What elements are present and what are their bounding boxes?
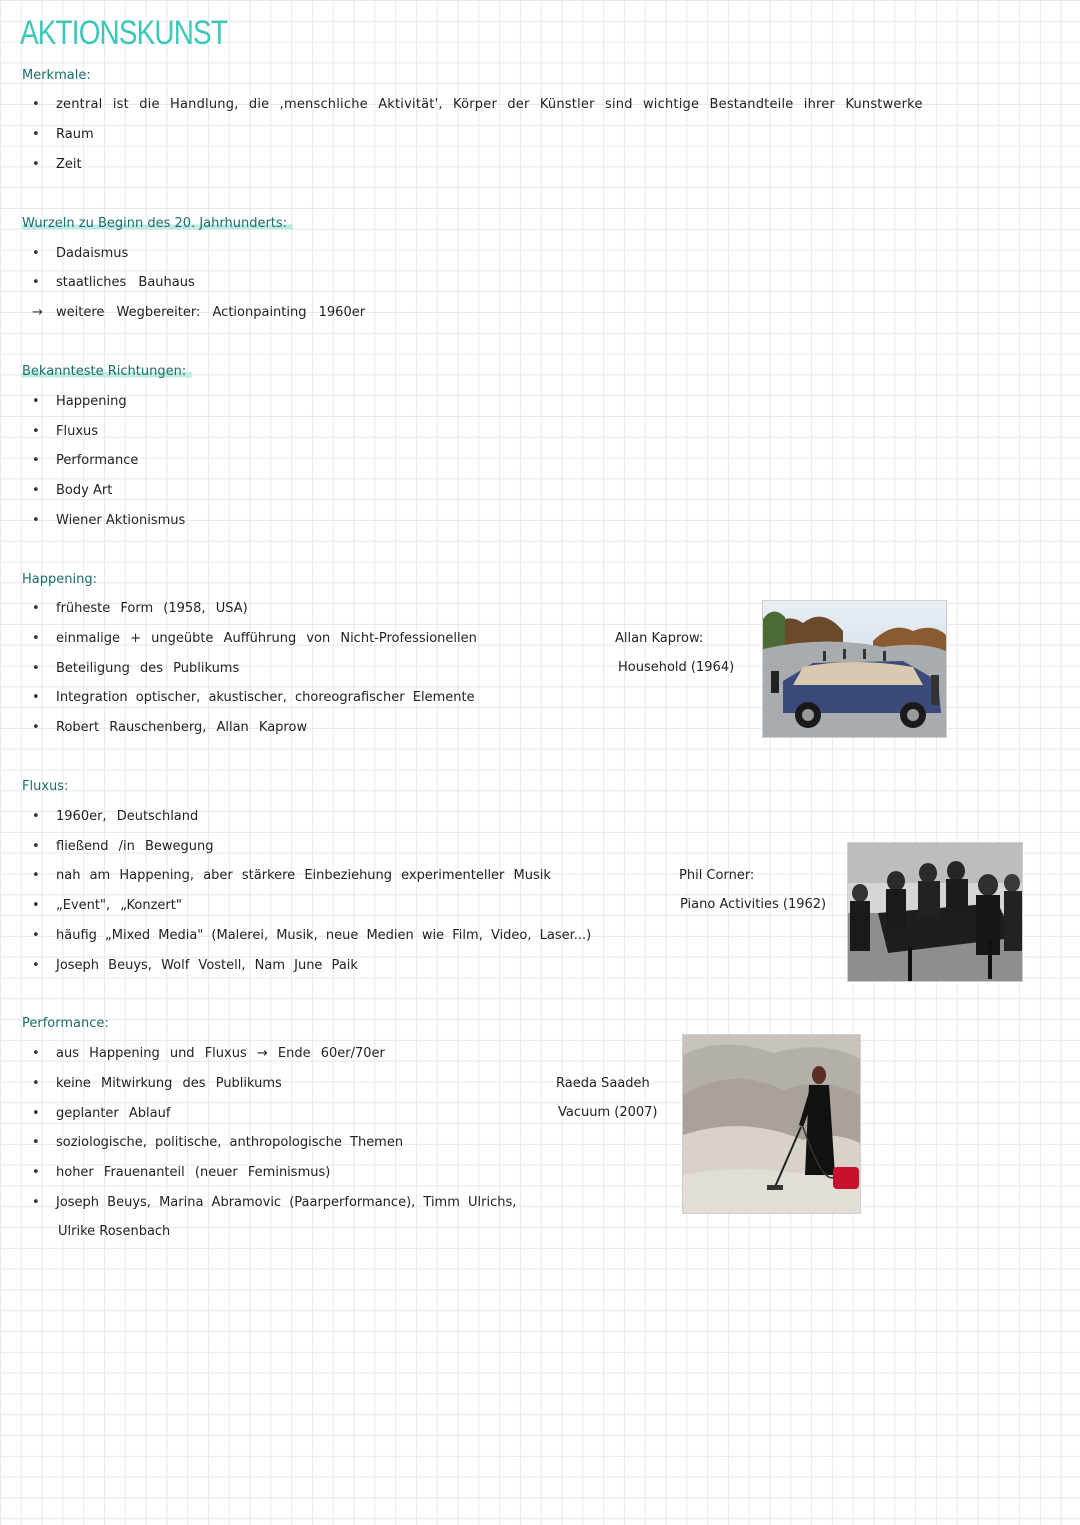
photo-household [762,600,947,738]
bullet-icon: • [32,246,40,261]
bullet-icon: • [32,631,40,646]
bullet-icon: • [32,868,40,883]
bullet-icon: • [32,1076,40,1091]
list-item: • staatliches Bauhaus [32,275,195,290]
bullet-icon: • [32,513,40,528]
bullet-icon: • [32,97,40,112]
photo-vacuum [682,1034,861,1214]
bullet-icon: • [32,394,40,409]
bullet-icon: • [32,127,40,142]
heading-happening: Happening: [22,572,97,587]
list-item: • Happening [32,394,127,409]
bullet-icon: • [32,1195,40,1210]
bullet-icon: • [32,601,40,616]
list-item: • soziologische, politische, anthropologische Themen [32,1135,404,1150]
page-title: AKTIONSKUNST [20,14,228,52]
bullet-icon: • [32,1046,40,1061]
bullet-icon: • [32,898,40,913]
bullet-icon: • [32,928,40,943]
heading-performance: Performance: [22,1016,109,1031]
list-item: • fließend /in Bewegung [32,839,214,854]
bullet-icon: • [32,839,40,854]
list-item: • Joseph Beuys, Marina Abramovic (Paarperformance), Timm Ulrichs, [32,1195,517,1210]
list-item: • nah am Happening, aber stärkere Einbeziehung experimenteller Musik [32,868,551,883]
heading-wurzeln: Wurzeln zu Beginn des 20. Jahrhunderts: [22,216,293,231]
list-item-continuation: Ulrike Rosenbach [58,1224,171,1239]
list-item: • Body Art [32,483,113,498]
list-item: • geplanter Ablauf [32,1106,171,1121]
list-item: • keine Mitwirkung des Publikums [32,1076,282,1091]
list-item: → weitere Wegbereiter: Actionpainting 1960er [32,305,366,320]
heading-merkmale: Merkmale: [22,68,91,83]
bullet-icon: • [32,720,40,735]
arrow-right-icon: → [32,305,43,320]
bullet-icon: • [32,424,40,439]
list-item: • Integration optischer, akustischer, choreografischer Elemente [32,690,475,705]
caption-work: Vacuum (2007) [558,1105,658,1120]
caption-artist: Phil Corner: [679,868,755,883]
bullet-icon: • [32,1106,40,1121]
list-item: • Performance [32,453,139,468]
list-item: • „Event", „Konzert" [32,898,182,913]
bullet-icon: • [32,690,40,705]
bullet-icon: • [32,157,40,172]
list-item: • aus Happening und Fluxus → Ende 60er/70er [32,1046,385,1061]
list-item: • einmalige + ungeübte Aufführung von Nicht-Professionellen [32,631,477,646]
bullet-icon: • [32,483,40,498]
heading-richtungen: Bekannteste Richtungen: [22,364,192,379]
caption-artist: Raeda Saadeh [556,1076,650,1091]
caption-work: Piano Activities (1962) [680,897,827,912]
list-item: • Raum [32,127,94,142]
piano-activities-image [848,843,1022,981]
bullet-icon: • [32,1135,40,1150]
list-item: • Joseph Beuys, Wolf Vostell, Nam June Paik [32,958,358,973]
photo-piano-activities [847,842,1023,982]
bullet-icon: • [32,661,40,676]
caption-work: Household (1964) [618,660,735,675]
list-item: • Fluxus [32,424,99,439]
list-item: • früheste Form (1958, USA) [32,601,248,616]
list-item: • Dadaismus [32,246,129,261]
bullet-icon: • [32,275,40,290]
list-item: • Beteiligung des Publikums [32,661,240,676]
vacuum-desert-image [683,1035,860,1213]
list-item: • häufig „Mixed Media" (Malerei, Musik, neue Medien wie Film, Video, Laser...) [32,928,592,943]
bullet-icon: • [32,958,40,973]
list-item: • hoher Frauenanteil (neuer Feminismus) [32,1165,331,1180]
list-item: • zentral ist die Handlung, die ,menschliche Aktivität', Körper der Künstler sind wichtige Bestandteile ihrer Kunstwerke [32,97,923,112]
bullet-icon: • [32,809,40,824]
household-car-image [763,601,946,737]
list-item: • 1960er, Deutschland [32,809,199,824]
list-item: • Robert Rauschenberg, Allan Kaprow [32,720,308,735]
list-item: • Zeit [32,157,82,172]
bullet-icon: • [32,1165,40,1180]
heading-fluxus: Fluxus: [22,779,69,794]
bullet-icon: • [32,453,40,468]
list-item: • Wiener Aktionismus [32,513,186,528]
caption-artist: Allan Kaprow: [615,631,704,646]
